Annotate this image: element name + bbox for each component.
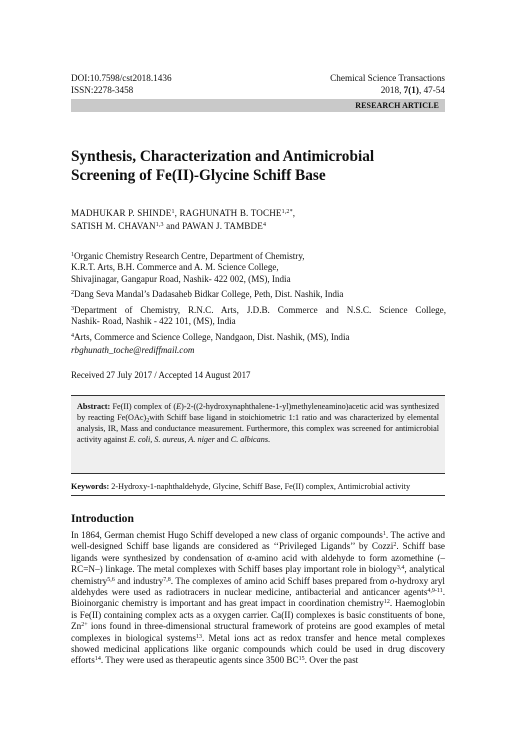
abstract-box [71, 395, 445, 474]
issn-text: ISSN:2278-3458 [71, 85, 134, 95]
received-accepted-dates: Received 27 July 2017 / Accepted 14 August 2017 [71, 370, 251, 380]
keywords-line [71, 481, 445, 492]
doi-text: DOI:10.7598/cst2018.1436 [71, 73, 172, 83]
introduction-paragraph: In 1864, German chemist Hugo Schiff developed a new class of organic compounds$^1$. The active and well-designed Schiff base ligands are considered as ‘‘Privileged Ligands’’ by Cozzi$^2$. Schiff base ligands were synthesized by condensation of α-amino acid with aldehyde to form azomethine (–RC=N–) linkage. The metal complexes with Schiff bases play important role in biology$^{3,4}$, analytical chemistry$^{5,6}$ and industry$^{7,8}$. The complexes of amino acid Schiff bases prepared from o-hydroxy aryl aldehydes were used as radiotracers in nuclear medicine, antibacterial and anticancer agents$^{4,9-11}$. Bioinorganic chemistry is important and has great impact in coordination chemistry$^{12}$. Haemoglobin is Fe(II) containing complex acts as a oxygen carrier. Ca(II) complexes is basic constituents of bone, $Zn^{2+}$ ions found in three-dimensional structural framework of proteins are good examples of metal complexes in biological systems$^{13}$. Metal ions act as redox transfer and hence metal complexes showed medicinal applications like organic compounds which could be used in drug discovery efforts$^{14}$. They were used as therapeutic agents since 3500 BC$^{15}$. Over the past [71, 530, 446, 666]
affiliation-2: $^2$Dang Seva Mandal’s Dadasaheb Bidkar College, Peth, Dist. Nashik, India [71, 289, 344, 299]
affiliation-1: $^1$Organic Chemistry Research Centre, Department of Chemistry, K.R.T. Arts, B.H. Commerce and A. M. Science College, Shivajinagar, Gangapur Road, Nashik- 422 002, (MS), India [71, 251, 305, 284]
article-type-label: RESEARCH ARTICLE [355, 101, 439, 110]
authors-line-1: MADHUKAR P. SHINDE$^1$, RAGHUNATH B. $TOCHE^{1,2*}$, [71, 208, 296, 218]
year-volume-pages: 2018, 7(1), 47-54 [380, 85, 445, 95]
journal-name: Chemical Science Transactions [330, 73, 445, 83]
abstract-label: Abstract: [77, 402, 111, 411]
affiliation-3: $^3$Department of Chemistry, R.N.C. Arts, J.D.B. Commerce and N.S.C. Science College, Nashik- Road, Nashik - 422 101, (MS), India [71, 305, 446, 327]
authors-line-2: SATISH M. CHAVAN$^{1,3}$ and PAWAN J. TAMBDE$^4$ [71, 220, 267, 231]
keywords-label: Keywords: [71, 482, 110, 491]
author-list [71, 207, 451, 232]
keywords-text: 2-Hydroxy-1-naphthaldehyde, Glycine, Schiff Base, Fe(II) complex, Antimicrobial activity [109, 482, 411, 491]
abstract-text: Abstract: Fe(II) complex of (E)-2-((2-hydroxynaphthalene-1-yl)methyleneamino)acetic acid was synthesized by reacting $Fe(OAc)_2with$ Schiff base ligand in stoichiometric 1:1 ratio and was characterized by elemental analysis, IR, Mass and conductance measurement. Furthermore, this complex was screened for antimicrobial activity against E. coli, S. aureus, A. niger and C. albicans. [77, 402, 439, 445]
introduction-heading: Introduction [71, 512, 134, 525]
corresponding-email[interactable]: rbghunath_toche@rediffmail.com [71, 345, 195, 355]
volume: 7(1) [403, 85, 419, 95]
title-line-2: Screening of Fe(II)-Glycine Schiff Base [71, 167, 326, 184]
title-line-1: Synthesis, Characterization and Antimicrobial [71, 148, 375, 165]
affiliation-4: $^4$Arts, Commerce and Science College, Nandgaon, Dist. Nashik, (MS), India [71, 332, 350, 342]
keywords-divider [71, 495, 445, 496]
article-title [71, 147, 451, 185]
article-type-band [71, 99, 445, 112]
